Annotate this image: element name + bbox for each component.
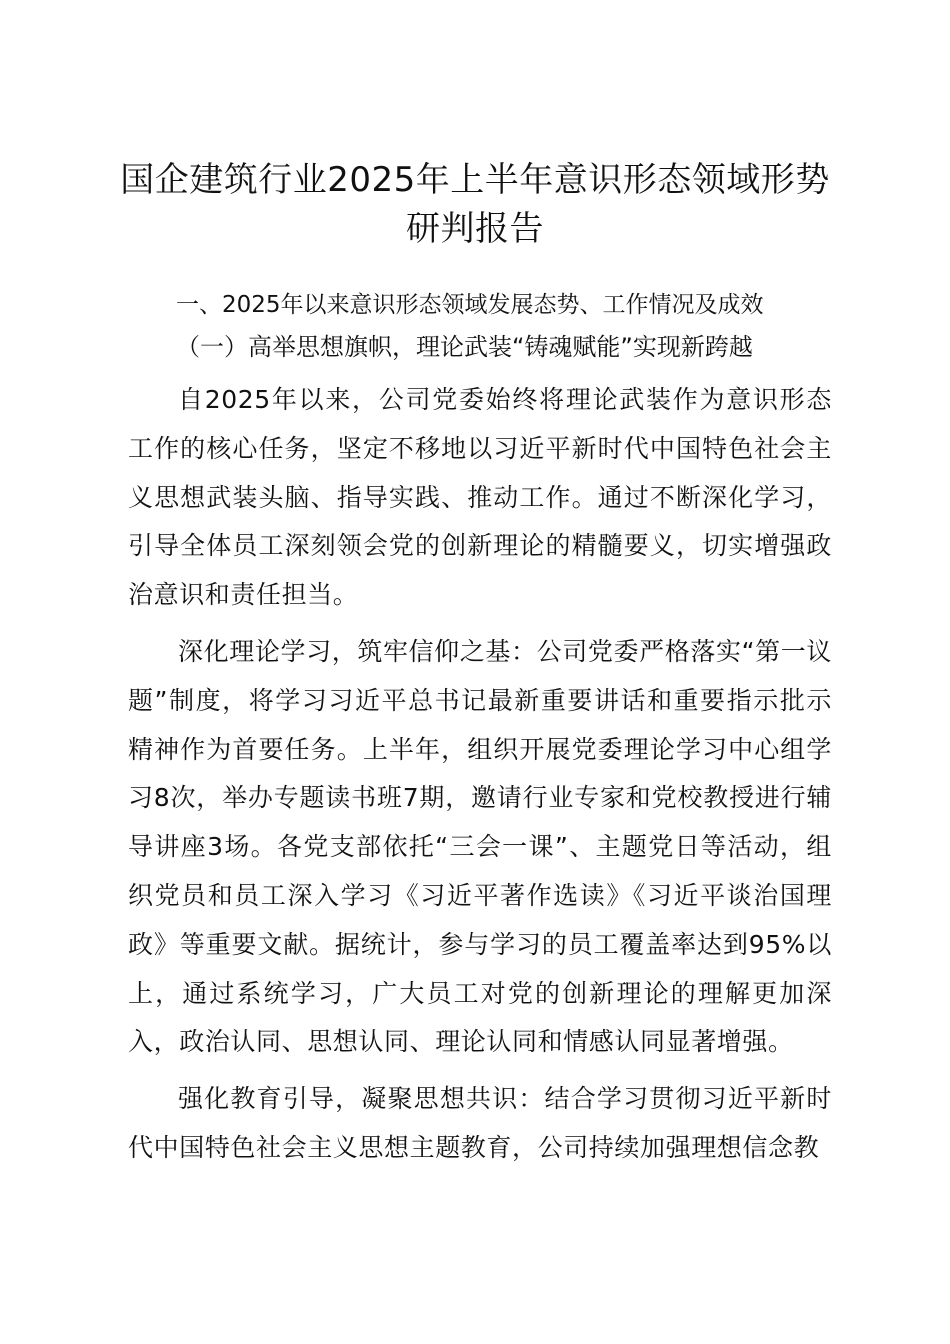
document-title: 国企建筑行业2025年上半年意识形态领域形势研判报告 [120, 160, 830, 249]
body-paragraph-1: 自2025年以来，公司党委始终将理论武装作为意识形态工作的核心任务，坚定不移地以习近平新时代中国特色社会主义思想武装头脑、指导实践、推动工作。通过不断深化学习，引导全体员工深刻领会党的创新理论的精髓要义，切实增强政治意识和责任担当。 [128, 385, 832, 610]
subsection-heading: （一）高举思想旗帜，理论武装“铸魂赋能”实现新跨越 [176, 333, 753, 361]
body-paragraph-2: 深化理论学习，筑牢信仰之基：公司党委严格落实“第一议题”制度，将学习习近平总书记最新重要讲话和重要指示批示精神作为首要任务。上半年，组织开展党委理论学习中心组学习8次，举办专题读书班7期，邀请行业专家和党校教授进行辅导讲座3场。各党支部依托“三会一课”、主题党日等活动，组织党员和员工深入学习《习近平著作选读》《习近平谈治国理政》等重要文献。据统计，参与学习的员工覆盖率达到95%以上，通过系统学习，广大员工对党的创新理论的理解更加深入，政治认同、思想认同、理论认同和情感认同显著增强。 [128, 636, 832, 1057]
body-paragraph-3: 强化教育引导，凝聚思想共识：结合学习贯彻习近平新时代中国特色社会主义思想主题教育，公司持续加强理想信念教 [128, 1084, 832, 1162]
section-heading: 一、2025年以来意识形态领域发展态势、工作情况及成效 [176, 292, 764, 318]
document-body [128, 286, 832, 1173]
